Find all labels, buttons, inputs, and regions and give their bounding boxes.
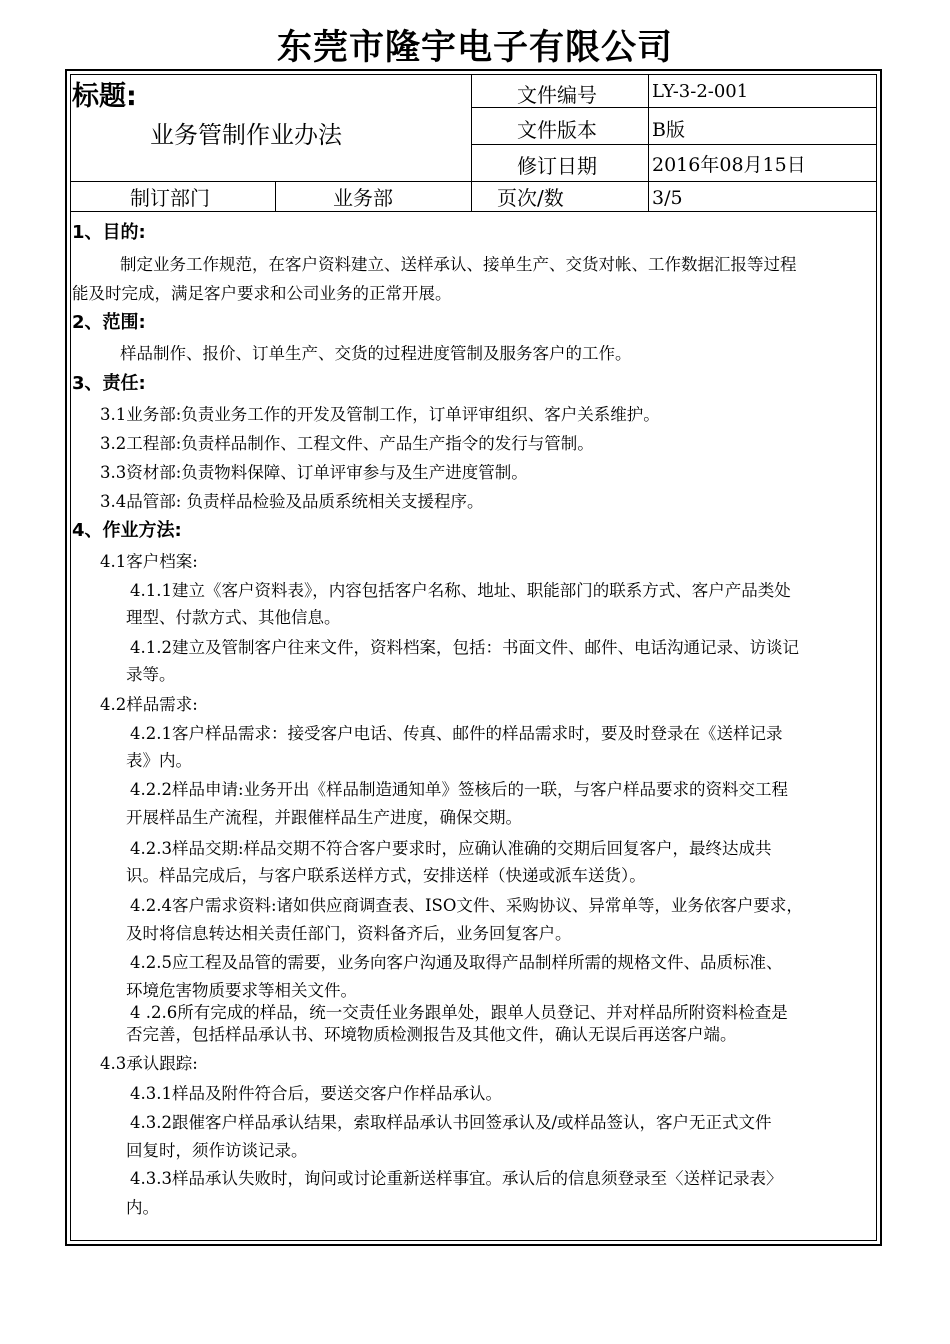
section-4-3-title: 4.3承认跟踪: (100, 1054, 198, 1073)
section-3-item-3: 3.3资材部:负责物料保障、订单评审参与及生产进度管制。 (100, 463, 528, 482)
section-4-2-4-line-1: 4.2.4客户需求资料:诸如供应商调查表、ISO文件、采购协议、异常单等，业务依客户要求， (130, 896, 803, 915)
section-1-para-line-2: 能及时完成，满足客户要求和公司业务的正常开展。 (72, 284, 452, 303)
page-value: 3/5 (652, 187, 683, 209)
header-divider-title (471, 74, 472, 211)
section-4-3-2-line-1: 4.3.2跟催客户样品承认结果，索取样品承认书回签承认及/或样品签认，客户无正式文件 (130, 1113, 772, 1132)
section-1-title: 1、目的: (72, 222, 146, 243)
section-4-2-6-line-1: 4 .2.6所有完成的样品，统一交责任业务跟单处，跟单人员登记、并对样品所附资料检查是 (130, 1003, 788, 1022)
section-4-2-1-line-2: 表》内。 (126, 751, 192, 770)
doc-no-label: 文件编号 (517, 83, 597, 107)
section-4-1-1-line-2: 理型、付款方式、其他信息。 (126, 608, 341, 627)
section-4-1-title: 4.1客户档案: (100, 552, 198, 571)
section-4-2-3-line-2: 识。样品完成后，与客户联系送样方式，安排送样（快递或派车送货）。 (126, 866, 646, 885)
section-4-2-2-line-1: 4.2.2样品申请:业务开出《样品制造通知单》签核后的一联，与客户样品要求的资料交工程 (130, 780, 789, 799)
section-3-item-2: 3.2工程部:负责样品制作、工程文件、产品生产指令的发行与管制。 (100, 434, 594, 453)
header-row-line-3 (70, 181, 877, 182)
version-value: B版 (652, 119, 685, 141)
section-4-1-2-line-2: 录等。 (126, 665, 176, 684)
section-4-2-6-line-2: 否完善，包括样品承认书、环境物质检测报告及其他文件，确认无误后再送客户端。 (126, 1025, 737, 1044)
header-row-line-2 (471, 144, 877, 145)
section-4-2-1-line-1: 4.2.1客户样品需求：接受客户电话、传真、邮件的样品需求时，要及时登录在《送样记录 (130, 724, 783, 743)
section-4-2-5-line-1: 4.2.5应工程及品管的需要，业务向客户沟通及取得产品制样所需的规格文件、品质标准、 (130, 953, 783, 972)
section-4-title: 4、作业方法: (72, 520, 182, 541)
header-divider-values (648, 74, 649, 211)
section-3-item-4: 3.4品管部: 负责样品检验及品质系统相关支援程序。 (100, 492, 484, 511)
dept-label: 制订部门 (130, 186, 210, 210)
revision-date-label: 修订日期 (517, 154, 597, 178)
section-2-title: 2、范围: (72, 312, 146, 333)
section-1-para-line-1: 制定业务工作规范，在客户资料建立、送样承认、接单生产、交货对帐、工作数据汇报等过程 (120, 255, 797, 274)
section-4-2-3-line-1: 4.2.3样品交期:样品交期不符合客户要求时，应确认准确的交期后回复客户，最终达成共 (130, 839, 772, 858)
dept-value: 业务部 (333, 186, 393, 210)
section-4-3-3-line-1: 4.3.3样品承认失败时，询问或讨论重新送样事宜。承认后的信息须登录至〈送样记录表〉 (130, 1169, 783, 1188)
section-4-2-title: 4.2样品需求: (100, 695, 198, 714)
revision-date-value: 2016年08月15日 (652, 154, 806, 176)
section-4-1-2-line-1: 4.1.2建立及管制客户往来文件，资料档案，包括：书面文件、邮件、电话沟通记录、访谈记 (130, 638, 799, 657)
section-4-3-2-line-2: 回复时，须作访谈记录。 (126, 1141, 308, 1160)
section-4-3-3-line-2: 内。 (126, 1198, 159, 1217)
section-2-para: 样品制作、报价、订单生产、交货的过程进度管制及服务客户的工作。 (120, 344, 632, 363)
title-label: 标题: (72, 81, 137, 112)
section-4-2-2-line-2: 开展样品生产流程，并跟催样品生产进度，确保交期。 (126, 808, 522, 827)
document-title: 业务管制作业办法 (150, 121, 342, 149)
section-4-2-5-line-2: 环境危害物质要求等相关文件。 (126, 981, 357, 1000)
header-divider-dept (275, 181, 276, 211)
section-3-title: 3、责任: (72, 373, 146, 394)
section-4-3-1: 4.3.1样品及附件符合后，要送交客户作样品承认。 (130, 1084, 502, 1103)
doc-no-value: LY-3-2-001 (652, 81, 749, 102)
section-3-item-1: 3.1业务部:负责业务工作的开发及管制工作，订单评审组织、客户关系维护。 (100, 405, 660, 424)
page-label: 页次/数 (497, 186, 564, 210)
section-4-1-1-line-1: 4.1.1建立《客户资料表》，内容包括客户名称、地址、职能部门的联系方式、客户产品类处 (130, 581, 791, 600)
version-label: 文件版本 (517, 118, 597, 142)
company-name: 东莞市隆宇电子有限公司 (276, 28, 673, 68)
section-4-2-4-line-2: 及时将信息转达相关责任部门，资料备齐后，业务回复客户。 (126, 924, 572, 943)
